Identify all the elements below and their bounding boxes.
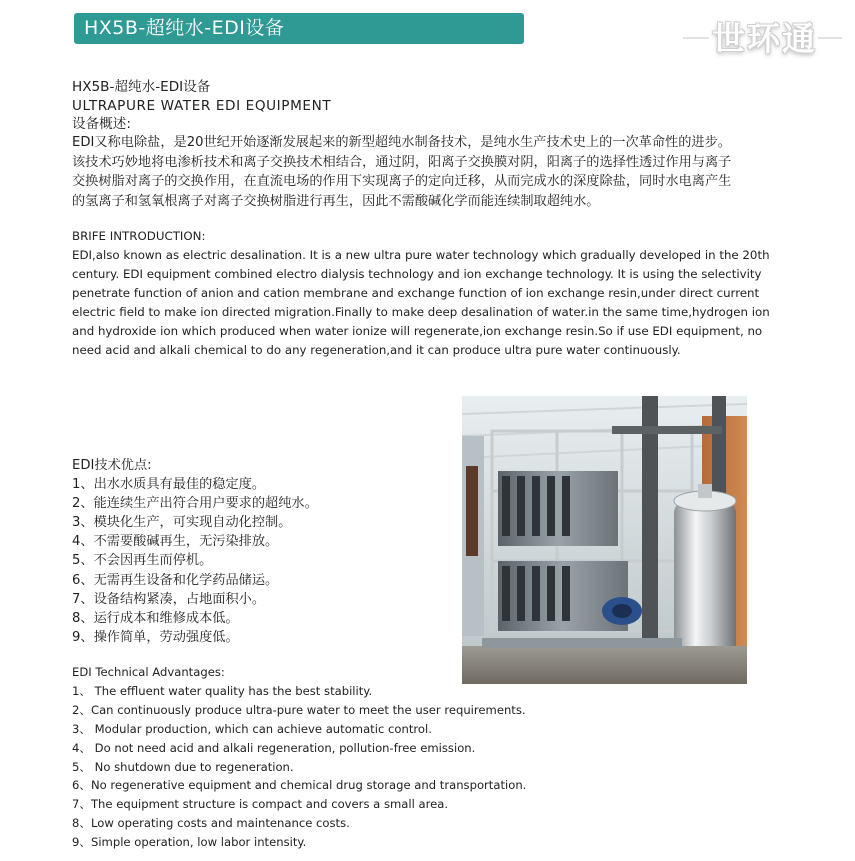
logo-divider-left: [683, 37, 709, 39]
advantages-en-section: [72, 663, 526, 852]
advantages-en-label: EDI Technical Advantages:: [72, 665, 225, 679]
brief-line: EDI,also known as electric desalination. It is a new ultra pure water technology which gradually developed in the 20th: [72, 248, 770, 262]
list-item: 7、设备结构紧凑，占地面积小。: [72, 591, 266, 607]
brief-label: BRIFE INTRODUCTION:: [72, 229, 206, 243]
list-item: 5、 No shutdown due to regeneration.: [72, 759, 294, 774]
equipment-photo: [462, 396, 747, 684]
list-item: 9、Simple operation, low labor intensity.: [72, 835, 307, 850]
list-item: 5、不会因再生而停机。: [72, 553, 213, 569]
list-item: 6、无需再生设备和化学药品储运。: [72, 572, 279, 588]
list-item: 8、运行成本和维修成本低。: [72, 610, 239, 626]
brief-line: century. EDI equipment combined electro dialysis technology and ion exchange technology. It is using the selectivity: [72, 267, 762, 281]
brief-line: penetrate function of anion and cation membrane and exchange function of ion exchange resin,under direct current: [72, 286, 760, 300]
intro-section: [72, 78, 731, 211]
list-item: 2、能连续生产出符合用户要求的超纯水。: [72, 496, 318, 512]
overview-label: 设备概述:: [72, 116, 131, 132]
list-item: 4、 Do not need acid and alkali regeneration, pollution-free emission.: [72, 740, 476, 755]
overview-line: 该技术巧妙地将电渗析技术和离子交换技术相结合，通过阴，阳离子交换膜对阴，阳离子的选择性透过作用与离子: [72, 154, 732, 170]
list-item: 3、 Modular production, which can achieve automatic control.: [72, 721, 432, 736]
brief-section: [72, 227, 770, 360]
list-item: 1、 The effluent water quality has the best stability.: [72, 683, 373, 698]
overview-line: 的氢离子和氢氧根离子对离子交换树脂进行再生，因此不需酸碱化学而能连续制取超纯水。: [72, 193, 600, 209]
overview-line: 交换树脂对离子的交换作用，在直流电场的作用下实现离子的定向迁移，从而完成水的深度除盐，同时水电离产生: [72, 174, 732, 189]
overview-line: EDI又称电除盐，是20世纪开始逐渐发展起来的新型超纯水制备技术，是纯水生产技术史上的一次革命性的进步。: [72, 135, 731, 150]
list-item: 9、操作简单，劳动强度低。: [72, 629, 239, 645]
cn-product-title: HX5B-超纯水-EDI设备: [72, 79, 211, 95]
page-title-bar: HX5B-超纯水-EDI设备: [74, 13, 524, 44]
list-item: 2、Can continuously produce ultra-pure water to meet the user requirements.: [72, 702, 526, 717]
en-product-title: ULTRAPURE WATER EDI EQUIPMENT: [72, 98, 332, 114]
list-item: 6、No regenerative equipment and chemical drug storage and transportation.: [72, 778, 527, 793]
brand-logo: 世环通: [712, 19, 817, 58]
list-item: 1、出水水质具有最佳的稳定度。: [72, 477, 266, 493]
brief-line: need acid and alkali chemical to do any regeneration,and it can produce ultra pure water continuously.: [72, 343, 681, 357]
list-item: 8、Low operating costs and maintenance costs.: [72, 816, 350, 831]
list-item: 4、不需要酸碱再生，无污染排放。: [72, 534, 279, 550]
list-item: 3、模块化生产，可实现自动化控制。: [72, 515, 292, 531]
brief-line: electric field to make ion directed migration.Finally to make deep desalination of water.in the same time,hydrogen ion: [72, 305, 770, 319]
brief-line: and hydroxide ion which produced when water ionize will regenerate,ion exchange resin.So if use EDI equipment, no: [72, 324, 763, 338]
overview-paragraph: [72, 133, 731, 211]
list-item: 7、The equipment structure is compact and covers a small area.: [72, 797, 449, 812]
logo-divider-right: [818, 37, 842, 39]
advantages-cn-label: EDI技术优点:: [72, 458, 152, 473]
advantages-cn-section: [72, 456, 318, 647]
